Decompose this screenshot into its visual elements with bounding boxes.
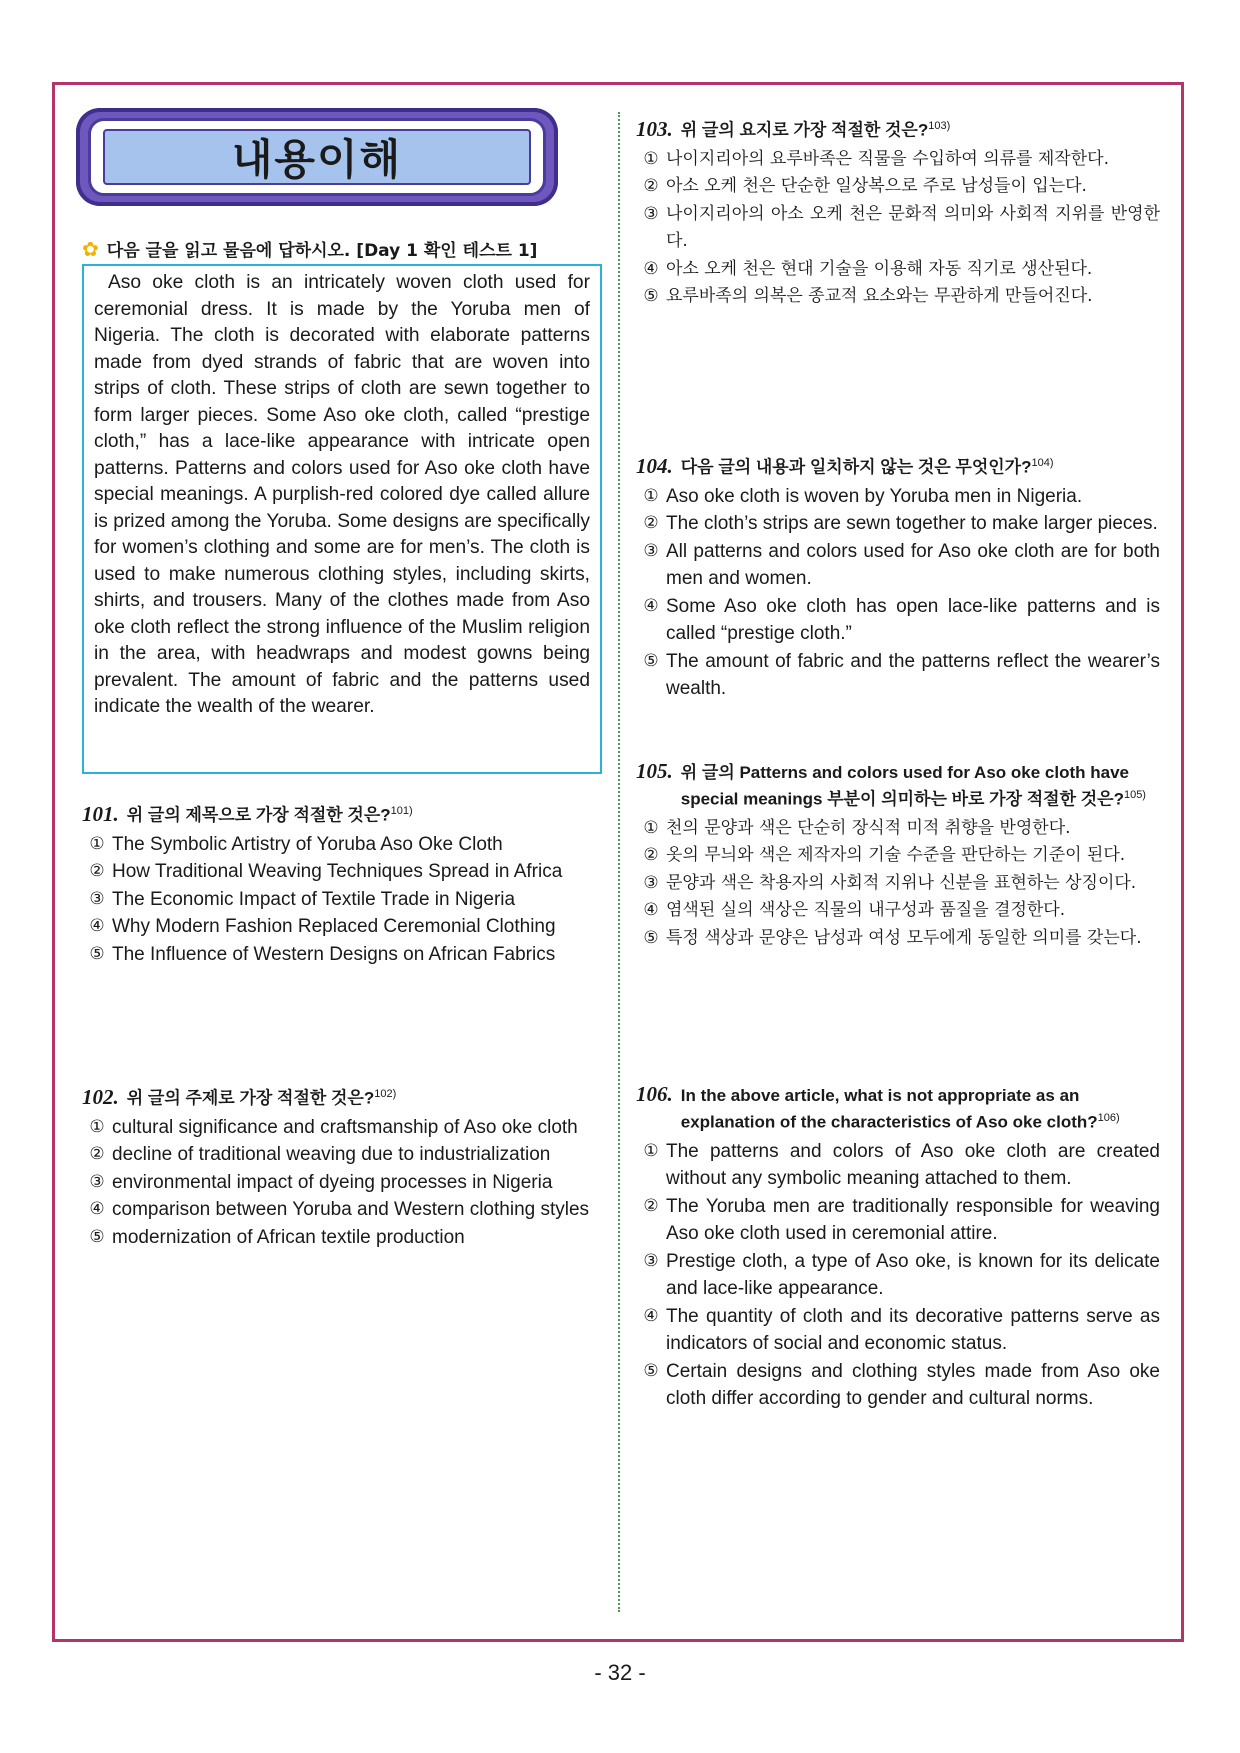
option-item[interactable] bbox=[636, 815, 1160, 843]
question-prompt bbox=[127, 1083, 397, 1110]
option-mark: ③ bbox=[89, 888, 105, 909]
option-text: The quantity of cloth and its decorative patterns serve as indicators of social and economic status. bbox=[666, 1305, 1160, 1355]
question-number: 101. bbox=[82, 801, 119, 826]
option-mark: ④ bbox=[89, 916, 105, 937]
question-number: 102. bbox=[82, 1084, 119, 1109]
option-text: Aso oke cloth is woven by Yoruba men in Nigeria. bbox=[666, 485, 1083, 507]
question-number: 104. bbox=[636, 453, 673, 478]
option-mark: ⑤ bbox=[89, 1226, 105, 1247]
reading-passage: Aso oke cloth is an intricately woven cloth used for ceremonial dress. It is made by the Yoruba men of Nigeria. The cloth is decorated with elaborate patterns made from dyed strands of fabric that are woven into strips of cloth. These strips of cloth are sewn together to form larger pieces. Some Aso oke cloth, called “prestige cloth,” has a lace-like appearance with intricate open patterns. Patterns and colors used for Aso oke cloth have special meanings. A purplish-red colored dye called allure is prized among the Yoruba. Some designs are specifically for women’s clothing and some are for men’s. The cloth is used to make numerous clothing styles, including skirts, shirts, and trousers. Many of the clothes made from Aso oke cloth reflect the strong influence of the Muslim religion in the area, with headwraps and modest gowns being prevalent. The amount of fabric and the patterns used indicate the wealth of the wearer. bbox=[82, 264, 602, 774]
question-102 bbox=[82, 1083, 602, 1251]
option-item[interactable] bbox=[636, 842, 1160, 870]
section-title-badge bbox=[76, 108, 558, 206]
option-mark: ① bbox=[89, 1116, 105, 1137]
question-prompt bbox=[681, 115, 951, 142]
option-mark: ③ bbox=[643, 540, 659, 561]
option-text: The Influence of Western Designs on African Fabrics bbox=[112, 943, 556, 965]
question-prompt bbox=[681, 452, 1054, 479]
question-number: 103. bbox=[636, 116, 673, 141]
option-text: 염색된 실의 색상은 직물의 내구성과 품질을 결정한다. bbox=[666, 900, 1066, 921]
option-item[interactable] bbox=[636, 593, 1160, 648]
option-text: environmental impact of dyeing processes in Nigeria bbox=[112, 1171, 553, 1193]
option-item[interactable] bbox=[82, 1196, 602, 1224]
option-mark: ④ bbox=[89, 1199, 105, 1220]
option-mark: ② bbox=[643, 845, 659, 866]
footnote-ref: 103) bbox=[928, 120, 951, 132]
option-mark: ⑤ bbox=[643, 927, 659, 948]
option-text: 아소 오케 천은 현대 기술을 이용해 자동 직기로 생산된다. bbox=[666, 258, 1093, 279]
question-prompt bbox=[681, 1085, 1160, 1134]
option-item[interactable] bbox=[82, 1224, 602, 1252]
option-item[interactable] bbox=[82, 941, 602, 969]
option-mark: ① bbox=[643, 1140, 659, 1161]
option-item[interactable] bbox=[636, 1358, 1160, 1413]
option-mark: ④ bbox=[643, 1305, 659, 1326]
footnote-ref: 101) bbox=[390, 805, 413, 817]
option-item[interactable] bbox=[82, 1114, 602, 1142]
option-item[interactable] bbox=[82, 831, 602, 859]
option-text: Why Modern Fashion Replaced Ceremonial Clothing bbox=[112, 916, 556, 938]
option-item[interactable] bbox=[82, 1169, 602, 1197]
option-item[interactable] bbox=[636, 146, 1160, 174]
option-text: How Traditional Weaving Techniques Spread in Africa bbox=[112, 861, 563, 883]
option-mark: ⑤ bbox=[643, 286, 659, 307]
option-item[interactable] bbox=[636, 1138, 1160, 1193]
question-prompt bbox=[681, 762, 1160, 811]
footnote-ref: 104) bbox=[1031, 457, 1054, 469]
question-number: 106. bbox=[636, 1082, 673, 1106]
question-header bbox=[636, 760, 1160, 811]
footnote-ref: 106) bbox=[1097, 1112, 1120, 1124]
option-item[interactable] bbox=[82, 886, 602, 914]
option-text: All patterns and colors used for Aso oke cloth are for both men and women. bbox=[666, 540, 1160, 590]
option-text: The amount of fabric and the patterns reflect the wearer’s wealth. bbox=[666, 650, 1160, 700]
option-mark: ② bbox=[643, 176, 659, 197]
question-105 bbox=[636, 760, 1160, 952]
question-header bbox=[636, 1083, 1160, 1134]
option-item[interactable] bbox=[636, 897, 1160, 925]
option-text: 옷의 무늬와 색은 제작자의 기술 수준을 판단하는 기준이 된다. bbox=[666, 845, 1126, 866]
question-104 bbox=[636, 452, 1160, 703]
page-number: - 32 - bbox=[594, 1660, 646, 1685]
question-103 bbox=[636, 115, 1160, 311]
question-header bbox=[82, 1083, 602, 1110]
question-106 bbox=[636, 1083, 1160, 1413]
prompt-text: 다음 글의 내용과 일치하지 않는 것은 무엇인가? bbox=[680, 457, 1032, 477]
option-item[interactable] bbox=[82, 913, 602, 941]
option-text: The cloth’s strips are sewn together to make larger pieces. bbox=[666, 513, 1158, 535]
option-item[interactable] bbox=[636, 648, 1160, 703]
option-item[interactable] bbox=[636, 1193, 1160, 1248]
option-list bbox=[636, 146, 1160, 311]
option-text: 아소 오케 천은 단순한 일상복으로 주로 남성들이 입는다. bbox=[666, 176, 1087, 197]
badge-inner-border bbox=[88, 118, 546, 196]
instruction-text: 다음 글을 읽고 물음에 답하시오. [Day 1 확인 테스트 1] bbox=[106, 241, 538, 261]
option-text: The Yoruba men are traditionally responsible for weaving Aso oke cloth used in ceremonial attire. bbox=[666, 1195, 1160, 1245]
option-item[interactable] bbox=[636, 510, 1160, 538]
option-mark: ① bbox=[643, 817, 659, 838]
question-header bbox=[636, 452, 1160, 479]
option-mark: ③ bbox=[643, 872, 659, 893]
option-mark: ① bbox=[643, 148, 659, 169]
flower-icon: ✿ bbox=[82, 236, 99, 261]
option-mark: ② bbox=[643, 1195, 659, 1216]
option-mark: ③ bbox=[643, 203, 659, 224]
option-text: 나이지리아의 요루바족은 직물을 수입하여 의류를 제작한다. bbox=[666, 148, 1109, 169]
column-divider bbox=[618, 112, 620, 1612]
option-list bbox=[636, 815, 1160, 953]
question-number: 105. bbox=[636, 759, 673, 783]
option-mark: ① bbox=[643, 485, 659, 506]
question-header bbox=[82, 800, 602, 827]
option-item[interactable] bbox=[636, 201, 1160, 256]
option-mark: ④ bbox=[643, 258, 659, 279]
option-item[interactable] bbox=[636, 483, 1160, 511]
section-title: 내용이해 bbox=[103, 129, 531, 185]
option-text: cultural significance and craftsmanship of Aso oke cloth bbox=[112, 1116, 578, 1138]
option-text: Certain designs and clothing styles made from Aso oke cloth differ according to gender and cultural norms. bbox=[666, 1360, 1160, 1410]
option-text: 나이지리아의 아소 오케 천은 문화적 의미와 사회적 지위를 반영한다. bbox=[666, 203, 1160, 252]
option-text: The Symbolic Artistry of Yoruba Aso Oke Cloth bbox=[112, 833, 503, 855]
footnote-ref: 105) bbox=[1123, 789, 1146, 801]
option-text: modernization of African textile production bbox=[112, 1226, 465, 1248]
option-item[interactable] bbox=[636, 283, 1160, 311]
option-item[interactable] bbox=[636, 1303, 1160, 1358]
question-101 bbox=[82, 800, 602, 968]
option-list bbox=[82, 831, 602, 969]
prompt-text: 위 글의 Patterns and colors used for Aso oke cloth have special meanings 부분이 의미하는 바로 가장 적절한 것은? bbox=[680, 763, 1129, 809]
option-item[interactable] bbox=[636, 256, 1160, 284]
option-item[interactable] bbox=[636, 538, 1160, 593]
option-text: 문양과 색은 착용자의 사회적 지위나 신분을 표현하는 상징이다. bbox=[666, 872, 1137, 893]
option-mark: ③ bbox=[643, 1250, 659, 1271]
option-item[interactable] bbox=[636, 870, 1160, 898]
question-header bbox=[636, 115, 1160, 142]
option-mark: ⑤ bbox=[643, 650, 659, 671]
option-list bbox=[636, 1138, 1160, 1413]
option-item[interactable] bbox=[636, 1248, 1160, 1303]
option-item[interactable] bbox=[636, 173, 1160, 201]
option-text: The patterns and colors of Aso oke cloth are created without any symbolic meaning attached to them. bbox=[666, 1140, 1160, 1190]
option-mark: ② bbox=[89, 861, 105, 882]
option-list bbox=[82, 1114, 602, 1252]
prompt-text: 위 글의 제목으로 가장 적절한 것은? bbox=[126, 805, 391, 825]
instruction-line bbox=[82, 236, 537, 261]
option-text: 특정 색상과 문양은 남성과 여성 모두에게 동일한 의미를 갖는다. bbox=[666, 927, 1142, 948]
option-mark: ① bbox=[89, 833, 105, 854]
option-text: comparison between Yoruba and Western clothing styles bbox=[112, 1199, 590, 1221]
option-mark: ⑤ bbox=[643, 1360, 659, 1381]
prompt-text: 위 글의 요지로 가장 적절한 것은? bbox=[680, 120, 929, 140]
option-text: Prestige cloth, a type of Aso oke, is known for its delicate and lace-like appearance. bbox=[666, 1250, 1160, 1300]
option-text: 천의 문양과 색은 단순히 장식적 미적 취향을 반영한다. bbox=[666, 817, 1071, 838]
option-text: The Economic Impact of Textile Trade in Nigeria bbox=[112, 888, 516, 910]
option-mark: ④ bbox=[643, 900, 659, 921]
prompt-text: 위 글의 주제로 가장 적절한 것은? bbox=[126, 1088, 375, 1108]
option-mark: ⑤ bbox=[89, 943, 105, 964]
option-item[interactable] bbox=[82, 1141, 602, 1169]
option-mark: ② bbox=[643, 513, 659, 534]
prompt-text: In the above article, what is not appropriate as an explanation of the characteristics of Aso oke cloth? bbox=[680, 1086, 1098, 1132]
option-mark: ④ bbox=[643, 595, 659, 616]
question-prompt bbox=[127, 800, 413, 827]
option-text: Some Aso oke cloth has open lace-like patterns and is called “prestige cloth.” bbox=[666, 595, 1160, 645]
option-list bbox=[636, 483, 1160, 703]
option-item[interactable] bbox=[636, 925, 1160, 953]
option-mark: ③ bbox=[89, 1171, 105, 1192]
footnote-ref: 102) bbox=[374, 1088, 397, 1100]
option-mark: ② bbox=[89, 1144, 105, 1165]
option-text: decline of traditional weaving due to industrialization bbox=[112, 1144, 551, 1166]
option-item[interactable] bbox=[82, 858, 602, 886]
option-text: 요루바족의 의복은 종교적 요소와는 무관하게 만들어진다. bbox=[666, 286, 1093, 307]
